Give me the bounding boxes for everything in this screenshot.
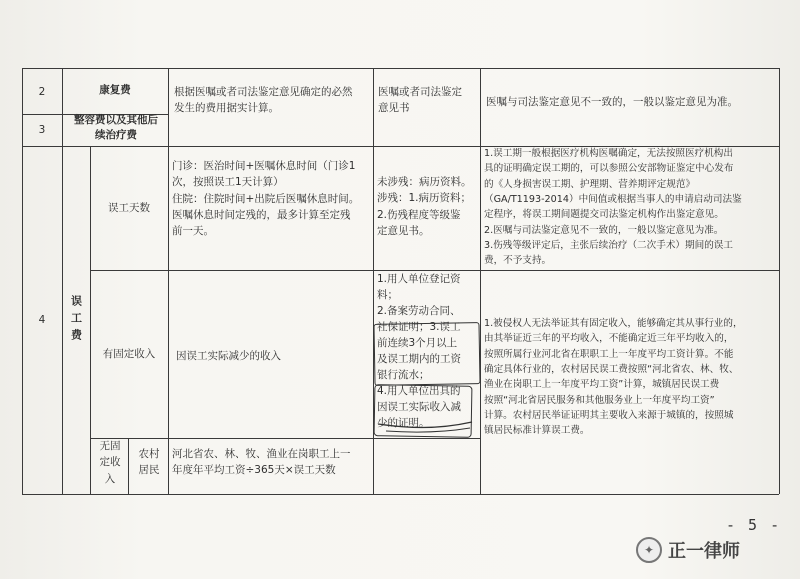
- row23-basis: 根据医嘱或者司法鉴定意见确定的必然 发生的费用据实计算。: [174, 86, 353, 115]
- nofixed-label: 无固 定收 入: [99, 440, 121, 485]
- fixed-label: 有固定收入: [102, 347, 156, 360]
- rule-days-fixed: [90, 270, 779, 271]
- fixed-basis: 因误工实际减少的收入: [176, 350, 281, 362]
- row4-item: 误工费: [69, 294, 83, 346]
- rule-top: [22, 68, 779, 69]
- row23-evidence: 医嘱或者司法鉴定 意见书: [378, 86, 462, 115]
- days-note: 1.误工期一般根据医疗机构医嘱确定，无法按照医疗机构出 具的证明确定误工期的，可以参照公安部物证鉴定中心发布 的《人身损害误工期、护理期、营养期评定规范》 （GA/T1193-2014）中间值或根据当事人的申请启动司法鉴 定程序，将误工期间题提交司法鉴定机构作出鉴定意见。 2.医嘱与司法鉴定意见不一致的，一般以鉴定意见为准。 3.伤残等级评定后，主张后续治疗（二次手术）期间的误工 费，不予支持。: [484, 148, 742, 267]
- row23-note: 医嘱与司法鉴定意见不一致的，一般以鉴定意见为准。: [486, 96, 738, 108]
- watermark-text: 正一律师: [668, 541, 740, 562]
- rule-bottom: [22, 494, 779, 495]
- rule-evidence: [480, 68, 481, 494]
- row2-item: 康复费: [99, 83, 131, 96]
- days-basis: 门诊：医治时间+医嘱休息时间（门诊1 次，按照误工1天计算） 住院：住院时间+出院后医嘱休息时间。 医嘱休息时间定残的，最多计算至定残 前一天。: [172, 160, 360, 238]
- handwritten-underline: [376, 418, 476, 434]
- nofixed-sub-label: 农村 居民: [138, 448, 160, 477]
- page-number: - 5 -: [726, 516, 782, 534]
- row3-number: 3: [38, 123, 46, 136]
- rule-nofixed-sub: [128, 438, 129, 494]
- nofixed-basis: 河北省农、林、牧、渔业在岗职工上一 年度年平均工资÷365天×误工天数: [172, 448, 351, 477]
- fixed-note: 1.被侵权人无法举证其有固定收入，能够确定其从事行业的， 由其举证近三年的平均收入，不能确定近三年平均收入的， 按照所属行业河北省在职职工上一年度平均工资计算。不能 确定具体行业的，农村居民误工费按照“河北省农、林、牧、 渔业在岗职工上一年度平均工资”计算，城镇居民误工费 按照“河北省居民服务和其他服务业上一年度平均工资” 计算。农村居民举证证明其主要收入来源于城镇的，按照城 镇居民标准计算误工费。: [484, 318, 743, 437]
- watermark: [636, 537, 740, 563]
- rule-fixed-nofixed: [90, 438, 480, 439]
- handwritten-box-1: [373, 322, 480, 386]
- days-label: 误工天数: [108, 201, 150, 214]
- row2-number: 2: [38, 85, 46, 98]
- rule-item: [168, 68, 169, 494]
- rule-right: [779, 68, 780, 494]
- days-evidence: 未涉残：病历资料。 涉残：1.病历资料； 2.伤残程度等级鉴 定意见书。: [377, 176, 472, 237]
- row3-item: 整容费以及其他后 续治疗费: [74, 114, 158, 142]
- row4-number: 4: [38, 313, 46, 326]
- fixed-evidence: 1.用人单位登记资 料； 2.备案劳动合同、 社保证明；3.误工 前连续3个月以上 及误工期内的工资 银行流水； 4.用人单位出具的 因误工实际收入减 少的证明。: [377, 273, 461, 429]
- wechat-icon: ✦: [636, 537, 662, 563]
